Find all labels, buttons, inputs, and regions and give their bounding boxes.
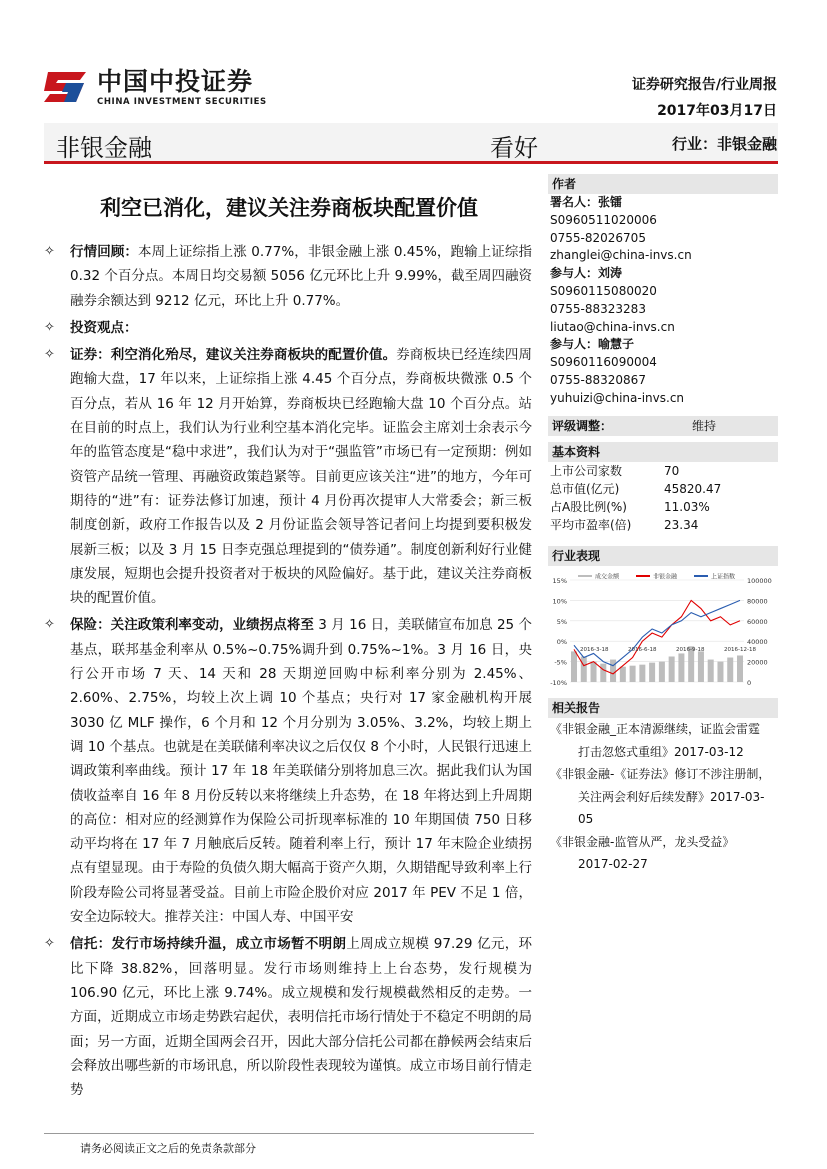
sidebar [548, 174, 778, 408]
bullet-securities [44, 343, 532, 610]
x-tick-label: 2016-6-18 [628, 647, 657, 654]
y-right-tick-label: 60000 [747, 617, 768, 626]
bullet-insurance [44, 613, 532, 929]
diamond-bullet-icon: ✧ [44, 936, 55, 952]
performance-heading: 行业表现 [548, 546, 778, 566]
title-band [44, 123, 778, 164]
bullet-lead: 信托：发行市场持续升温，成立市场暂不明朗 [70, 936, 347, 953]
author-id: S0960116090004 [550, 355, 657, 370]
industry-label: 行业：非银金融 [671, 135, 777, 153]
bullet-lead: 投资观点： [70, 319, 138, 336]
report-type: 证券研究报告/行业周报 [631, 77, 777, 93]
basic-info-key: 总市值(亿元) [550, 482, 620, 496]
company-name-en: CHINA INVESTMENT SECURITIES [97, 97, 267, 107]
basic-info-key: 上市公司家数 [550, 464, 623, 478]
company-logo-icon [44, 70, 90, 104]
author-id: S0960511020006 [550, 212, 657, 227]
basic-info-row [548, 462, 778, 480]
y-right-tick-label: 0 [747, 679, 752, 687]
series-line-nonbank [574, 600, 740, 673]
bullet-text: 上周成立规模 97.29 亿元，环比下降 38.82%，回落明显。发行市场则维持上上台态势，发行规模为 106.90 亿元，环比上涨 9.74%。成立规模和发行规模截然相反的走势。一方面，近期成立市场走势跌宕起伏，表明信托市场行情处于不稳定不明朗的局面；另一方面，近期全国两会召开，因此大部分信托公司都在静候两会结束后会释放出哪些新的市场讯息，所以阶段性表现较为谨慎。成立市场目前行情走势 [70, 936, 533, 1099]
diamond-bullet-icon: ✧ [44, 244, 55, 259]
volume-bar [610, 660, 616, 682]
x-tick-label: 2016-12-18 [724, 647, 756, 654]
volume-bar [659, 662, 665, 682]
basic-info-heading: 基本资料 [548, 442, 778, 462]
y-left-tick-label: 0% [556, 638, 567, 647]
volume-bar [678, 653, 684, 682]
volume-bar [581, 657, 587, 683]
author-role: 参与人：刘涛 [550, 266, 623, 281]
bullet-lead: 证券：利空消化殆尽，建议关注券商板块的配置价值。 [70, 347, 397, 364]
volume-bar [639, 665, 645, 682]
basic-info-key: 平均市盈率(倍) [550, 518, 632, 532]
basic-info [548, 442, 778, 534]
performance-chart [548, 570, 778, 690]
company-name-cn: 中国中投证券 [97, 67, 254, 96]
volume-bar [649, 663, 655, 682]
basic-info-value: 11.03% [664, 500, 710, 514]
volume-bar [727, 658, 733, 682]
related-report-line[interactable]: 《非银金融-《证券法》修订不涉注册制， [550, 767, 771, 781]
y-right-tick-label: 20000 [747, 658, 768, 667]
y-right-tick-label: 80000 [747, 597, 768, 606]
y-left-tick-label: 5% [556, 617, 567, 626]
basic-info-value: 45820.47 [664, 482, 722, 496]
related-heading: 相关报告 [548, 698, 778, 718]
basic-info-row [548, 498, 778, 516]
author-block [548, 194, 778, 265]
x-tick-label: 2016-9-18 [676, 647, 705, 654]
volume-bar [717, 662, 723, 682]
related-report-line[interactable]: 《非银金融_正本清源继续，证监会雷霆 [550, 722, 761, 736]
author-email[interactable]: yuhuizi@china-invs.cn [550, 390, 685, 405]
rating-change-value: 维持 [692, 419, 717, 433]
author-block [548, 336, 778, 407]
author-phone: 0755-88320867 [550, 372, 646, 387]
sector-name: 非银金融 [56, 134, 152, 162]
diamond-bullet-icon: ✧ [44, 319, 55, 335]
basic-info-key: 占A股比例(%) [550, 500, 627, 514]
author-id: S0960115080020 [550, 283, 657, 298]
author-email[interactable]: zhanglei@china-invs.cn [550, 248, 692, 263]
related-reports [548, 698, 778, 876]
bullet-investment-view [44, 316, 532, 340]
performance-section [548, 546, 778, 566]
bullet-lead: 保险：关注政策利率变动，业绩拐点将至 [70, 617, 314, 634]
volume-bar [620, 667, 626, 682]
bullet-text: 本周上证综指上涨 0.77%，非银金融上涨 0.45%，跑输上证综指 0.32 个百分点。本周日均交易额 5056 亿元环比上升 9.99%，截至周四融资融券余额达到 9212 亿元，环比上升 0.77%。 [70, 244, 533, 309]
rating-change-label: 评级调整： [552, 419, 613, 433]
bullet-trust [44, 932, 532, 1102]
related-report-line[interactable]: 打击忽悠式重组》2017-03-12 [578, 744, 744, 759]
volume-bar [708, 660, 714, 682]
basic-info-row [548, 480, 778, 498]
rating-change-row [548, 416, 778, 436]
author-phone: 0755-88323283 [550, 301, 646, 316]
author-role: 参与人：喻慧子 [550, 337, 635, 352]
diamond-bullet-icon: ✧ [44, 617, 55, 633]
footer-divider [44, 1133, 534, 1134]
author-block [548, 265, 778, 336]
volume-bar [669, 657, 675, 683]
y-right-tick-label: 40000 [747, 638, 768, 647]
volume-bar [571, 651, 577, 682]
bullet-market-review [44, 240, 532, 313]
related-report-line[interactable]: 2017-02-27 [578, 857, 648, 871]
related-report-line[interactable]: 关注两会利好后续发酵》2017-03-05 [578, 789, 765, 826]
sector-rating: 看好 [490, 134, 538, 162]
series-line-shanghai [574, 600, 740, 665]
disclaimer: 请务必阅读正文之后的免责条款部分 [80, 1142, 256, 1155]
bullet-text: 3 月 16 日，美联储宣布加息 25 个基点，联邦基金利率从 0.5%~0.75%调升到 0.75%~1%。3 月 16 日，央行公开市场 7 天、14 天和 28 天期逆回购中标利率分别为 2.45%、2.60%、2.75%，均较上次上调 10 个基点；央行对 17 家金融机构开展 3030 亿 MLF 操作，6 个月和 12 个月分别为 3.05%、3.2%，均较上期上调 10 个基点。也就是在美联储利率决议之后仅仅 8 个小时，人民银行迅速上调政策利率曲线。预计 17 年 18 年美联储分别将加息三次。据此我们认为国债收益率自 16 年 8 月份反转以来将继续上升态势，在 18 年将达到上升周期的高位：相对应的经测算作为保险公司折现率标准的 10 年期国债 750 日移动平均将在 17 年 7 月触底后反转。随着利率上行，预计 17 年末险企业绩拐点有望显现。由于寿险的负债久期大幅高于资产久期，久期错配导致利率上行阶段寿险公司将显著受益。目前上市险企股价对应 2017 年 PEV 不足 1 倍，安全边际较大。推荐关注：中国人寿、中国平安 [70, 617, 532, 926]
report-date: 2017年03月17日 [657, 103, 777, 119]
y-left-tick-label: -10% [550, 679, 567, 687]
volume-bar [591, 662, 597, 682]
y-right-tick-label: 100000 [747, 577, 772, 585]
basic-info-value: 23.34 [664, 518, 699, 532]
diamond-bullet-icon: ✧ [44, 347, 55, 363]
bullet-text: 券商板块已经连续四周跑输大盘，17 年以来，上证综指上涨 4.45 个百分点，券商板块微涨 0.5 个百分点，若从 16 年 12 月开始算，券商板块已经跑输大盘 10 个百分点。站在目前的时点上，我们认为行业利空基本消化完毕。证监会主席刘士余表示今年的监管态度是“稳中求进”，我们认为对于“强监管”市场已有一定预期：例如资管产品统一管理、再融资政策趋紧等。目前更应该关注“进”的地方，今年可期待的“进”有：证券法修订加速，预计 4 月份再次提审人大常委会；新三板制度创新，政府工作报告以及 2 月份证监会领导答记者问上均提到要积极发展新三板；以及 3 月 15 日李克强总理提到的“债券通”。制度创新利好行业健康发展，短期也会提升投资者对于板块的风险偏好。基于此，建议关注券商板块的配置价值。 [70, 347, 533, 607]
basic-info-row [548, 516, 778, 534]
author-phone: 0755-82026705 [550, 230, 646, 245]
legend-label: 上证指数 [711, 573, 736, 581]
volume-bar [698, 651, 704, 682]
bullet-lead: 行情回顾： [70, 244, 139, 260]
authors-heading: 作者 [548, 174, 778, 194]
volume-bar [737, 655, 743, 682]
y-left-tick-label: 10% [552, 597, 567, 606]
author-email[interactable]: liutao@china-invs.cn [550, 319, 675, 334]
volume-bar [630, 666, 636, 682]
y-left-tick-label: 15% [552, 577, 567, 585]
main-content [44, 240, 532, 1102]
volume-bar [600, 664, 606, 682]
basic-info-value: 70 [664, 464, 680, 478]
y-left-tick-label: -5% [554, 658, 567, 667]
page-title: 利空已消化，建议关注券商板块配置价值 [100, 196, 478, 220]
author-role: 署名人：张镭 [550, 195, 623, 209]
legend-label: 非银金融 [653, 573, 678, 581]
legend-label: 成交金额 [595, 573, 620, 581]
x-tick-label: 2016-3-18 [580, 647, 609, 654]
related-report-line[interactable]: 《非银金融-监管从严，龙头受益》 [550, 834, 735, 849]
